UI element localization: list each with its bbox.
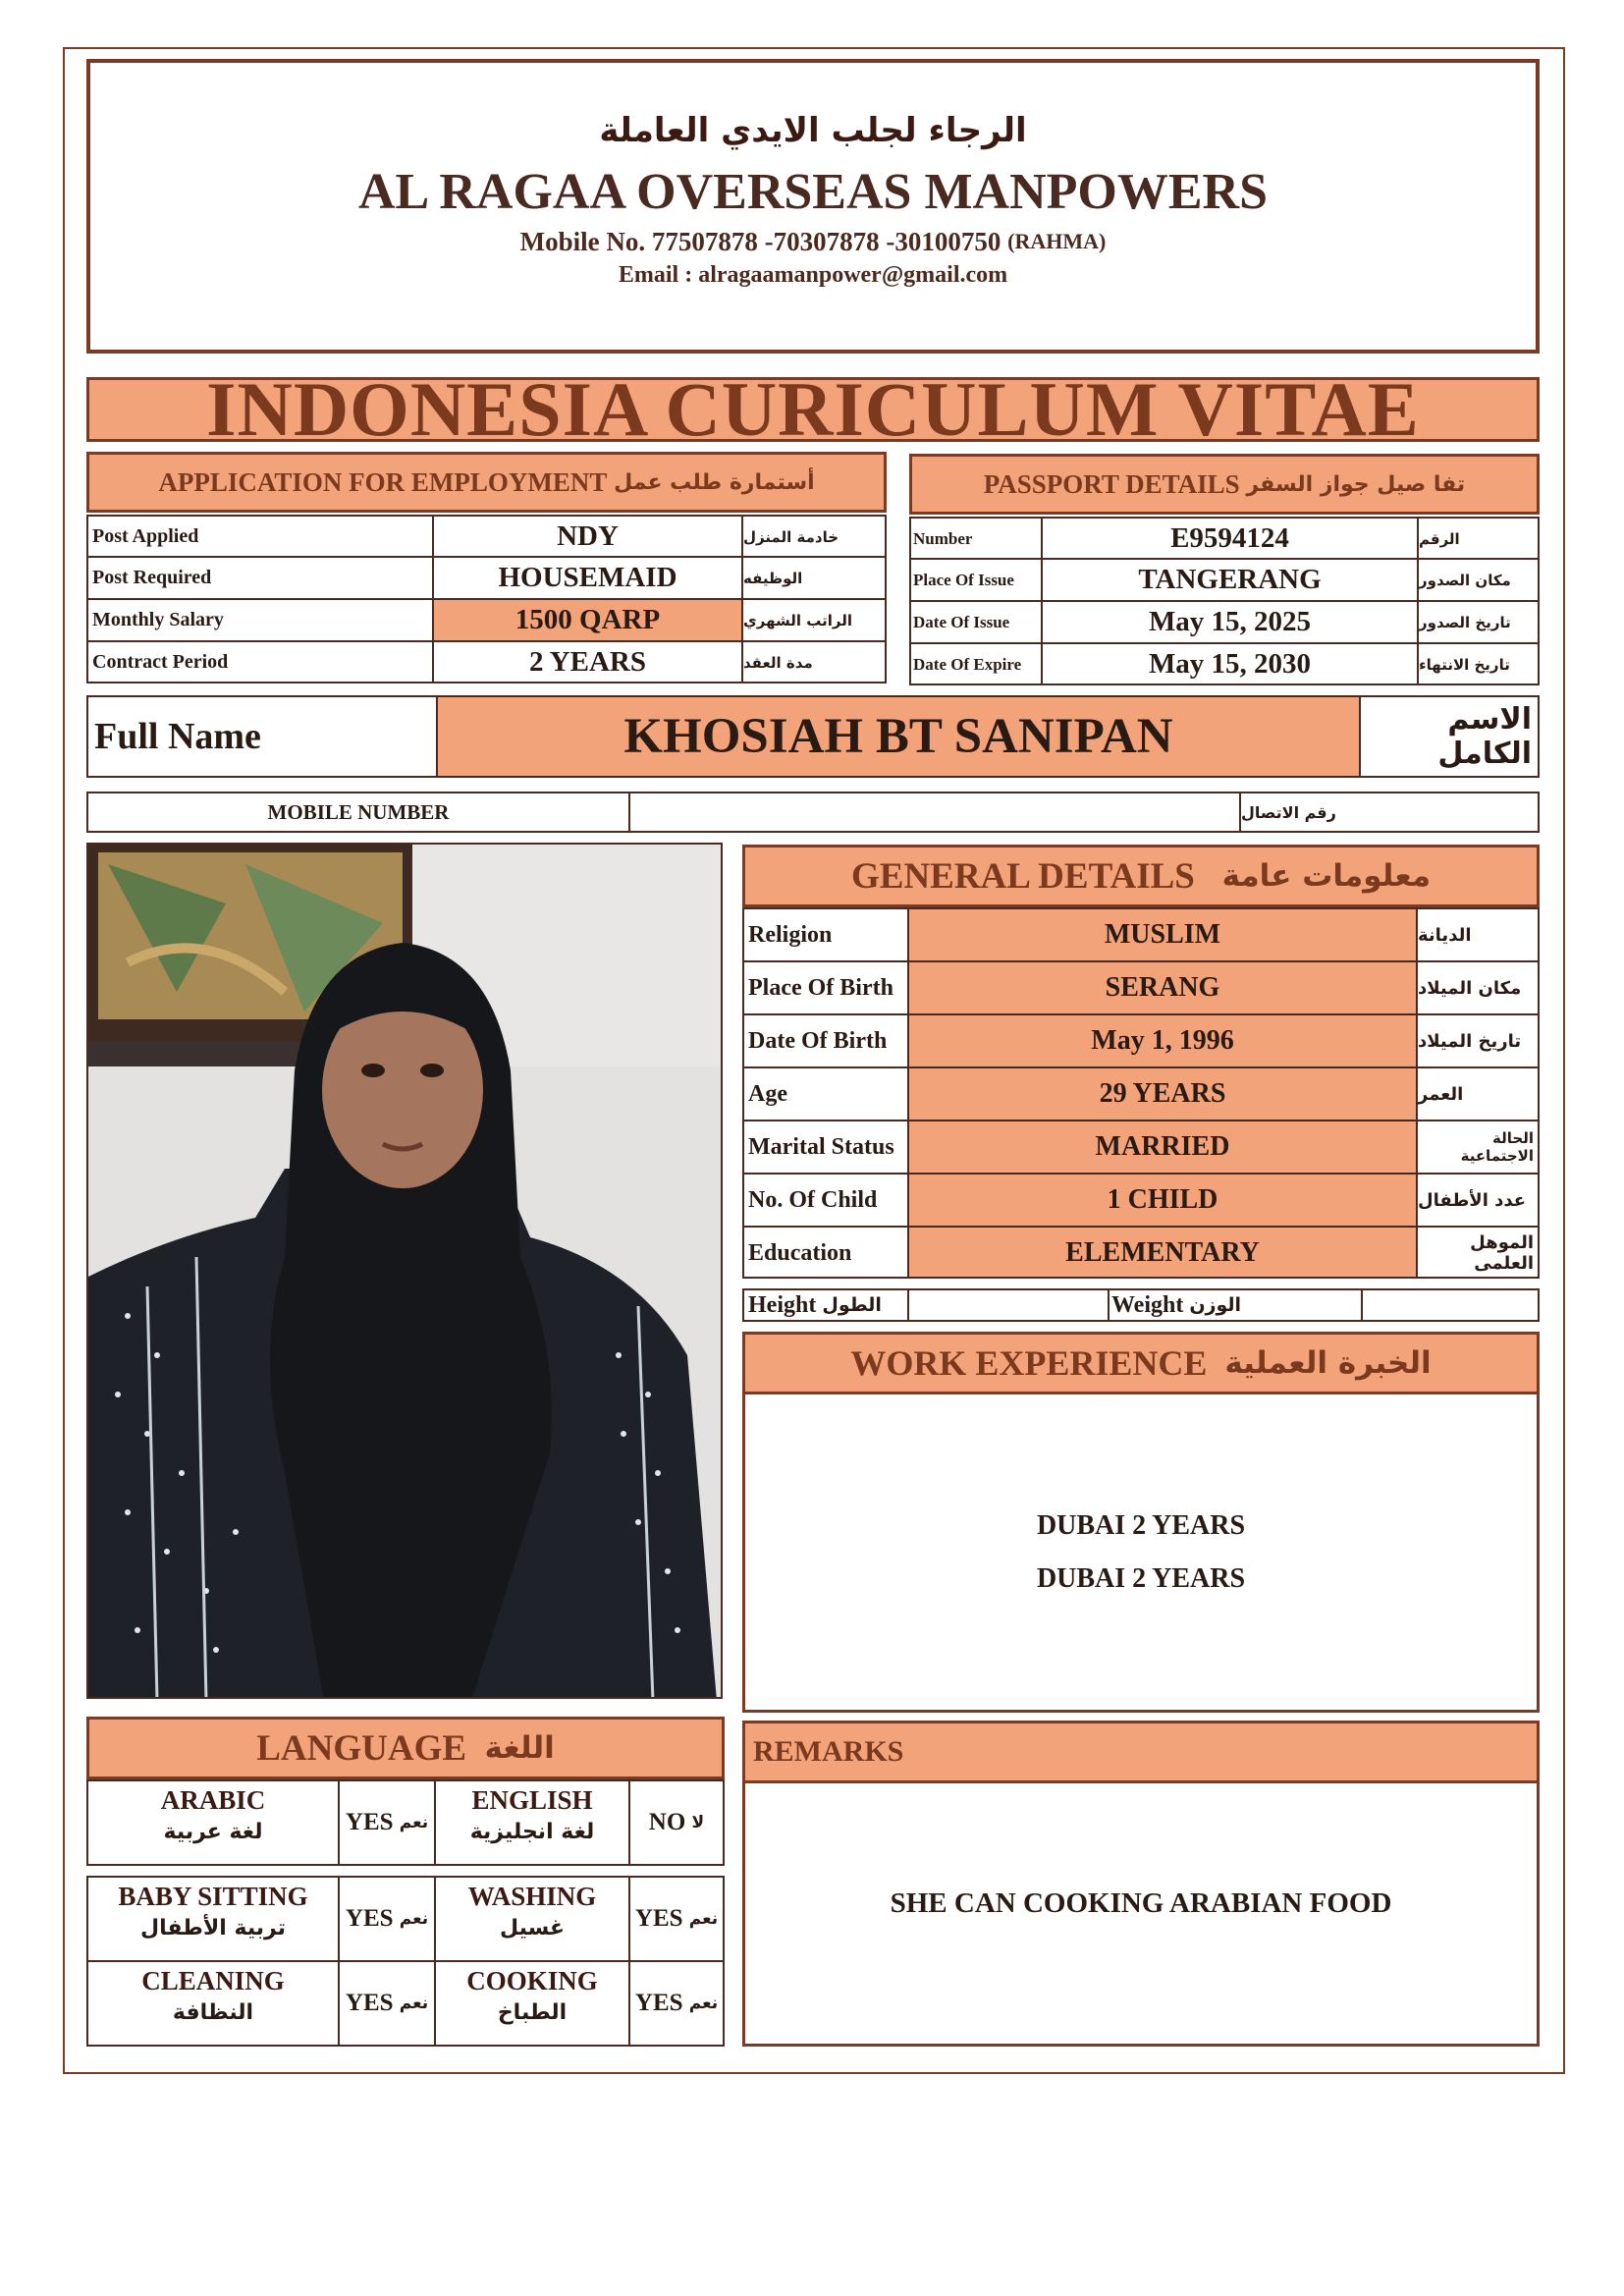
work-box xyxy=(742,1394,1540,1713)
washing-answer-ar: نعم xyxy=(688,1909,719,1929)
passport-label-place: Place Of Issue xyxy=(913,570,1014,589)
general-value-place-birth: SERANG xyxy=(1105,972,1220,1003)
general-value-children: 1 CHILD xyxy=(1107,1184,1218,1215)
work-item: DUBAI 2 YEARS xyxy=(1036,1510,1246,1541)
app-label-post-applied: Post Applied xyxy=(92,525,199,547)
full-name-value: KHOSIAH BT SANIPAN xyxy=(436,697,1361,776)
language-heading-en: LANGUAGE xyxy=(256,1727,467,1769)
english-answer-en: NO xyxy=(648,1809,686,1835)
passport-ar-place: مكان الصدور xyxy=(1419,571,1511,589)
cooking-answer-en: YES xyxy=(634,1990,683,2016)
general-label-children: No. Of Child xyxy=(748,1186,878,1213)
general-value-marital: MARRIED xyxy=(1095,1131,1230,1162)
application-heading-ar: أستمارة طلب عمل xyxy=(614,469,815,495)
general-value-dob: May 1, 1996 xyxy=(1091,1025,1234,1056)
general-ar-education: الموهل العلمى xyxy=(1470,1232,1534,1274)
cleaning-cell xyxy=(88,1962,338,2045)
general-label-marital: Marital Status xyxy=(748,1133,894,1160)
cleaning-answer xyxy=(340,1962,434,2045)
general-label-place-birth: Place Of Birth xyxy=(748,974,893,1001)
app-ar-monthly-salary: الراتب الشهري xyxy=(743,611,852,629)
full-name-label: Full Name xyxy=(94,716,261,757)
cooking-answer xyxy=(630,1962,723,2045)
baby-sitting-answer xyxy=(340,1878,434,1960)
app-label-contract-period: Contract Period xyxy=(92,651,229,673)
passport-label-issue: Date Of Issue xyxy=(913,612,1010,631)
general-ar-marital: الحالة الاجتماعية xyxy=(1460,1129,1534,1165)
company-arabic-name: الرجاء لجلب الايدي العاملة xyxy=(599,111,1027,150)
mobile-number-ar: رقم الاتصال xyxy=(1241,802,1336,822)
washing-answer-en: YES xyxy=(634,1905,683,1932)
english-label: ENGLISH xyxy=(471,1785,593,1815)
passport-value-number: E9594124 xyxy=(1170,522,1289,554)
baby-sitting-label-ar: تربية الأطفال xyxy=(139,1916,287,1941)
language-heading-ar: اللغة xyxy=(484,1730,555,1766)
arabic-label: ARABIC xyxy=(160,1785,266,1815)
passport-ar-issue: تاريخ الصدور xyxy=(1419,613,1511,631)
passport-value-issue: May 15, 2025 xyxy=(1148,606,1312,637)
weight-value xyxy=(1363,1289,1538,1321)
general-label-age: Age xyxy=(748,1080,787,1107)
general-ar-children: عدد الأطفال xyxy=(1418,1189,1527,1211)
full-name-ar: الاسم الكامل xyxy=(1437,702,1532,771)
language-heading xyxy=(86,1717,725,1779)
cleaning-label-ar: النظافة xyxy=(172,2000,254,2025)
cleaning-label: CLEANING xyxy=(141,1966,285,1995)
work-heading xyxy=(742,1332,1540,1394)
weight-label-en: Weight xyxy=(1111,1291,1184,1318)
weight-label-ar: الوزن xyxy=(1189,1294,1242,1316)
washing-answer xyxy=(630,1878,723,1960)
washing-cell xyxy=(436,1878,628,1960)
remarks-heading: REMARKS xyxy=(742,1721,1540,1783)
work-heading-ar: الخبرة العملية xyxy=(1224,1345,1432,1381)
weight-label xyxy=(1111,1289,1359,1321)
general-value-education: ELEMENTARY xyxy=(1065,1237,1260,1268)
passport-value-expire: May 15, 2030 xyxy=(1148,648,1312,680)
general-heading-en: GENERAL DETAILS xyxy=(850,855,1195,897)
general-value-age: 29 YEARS xyxy=(1099,1078,1226,1109)
passport-heading xyxy=(909,454,1540,515)
arabic-label-ar: لغة عربية xyxy=(163,1820,263,1844)
cooking-cell xyxy=(436,1962,628,2045)
cleaning-answer-en: YES xyxy=(345,1990,394,2016)
app-value-contract-period: 2 YEARS xyxy=(529,646,646,678)
app-value-monthly-salary: 1500 QARP xyxy=(434,600,741,640)
general-ar-dob: تاريخ الميلاد xyxy=(1418,1030,1522,1052)
english-answer-ar: لا xyxy=(691,1813,705,1832)
page-title: INDONESIA CURICULUM VITAE xyxy=(86,377,1540,442)
passport-ar-number: الرقم xyxy=(1419,529,1460,548)
height-label-en: Height xyxy=(748,1291,817,1318)
app-value-post-applied: NDY xyxy=(557,520,619,552)
application-heading xyxy=(86,452,887,513)
general-ar-place-birth: مكان الميلاد xyxy=(1418,977,1522,999)
general-ar-religion: الديانة xyxy=(1418,924,1472,946)
english-label-ar: لغة انجليزية xyxy=(469,1820,595,1844)
baby-sitting-label: BABY SITTING xyxy=(118,1882,308,1911)
arabic-answer xyxy=(340,1781,434,1864)
app-ar-contract-period: مدة العقد xyxy=(743,653,813,672)
baby-sitting-cell xyxy=(88,1878,338,1960)
mobile-number-value xyxy=(630,793,1239,831)
passport-label-expire: Date Of Expire xyxy=(913,654,1022,674)
work-item: DUBAI 2 YEARS xyxy=(1036,1563,1246,1594)
height-label-ar: الطول xyxy=(822,1294,882,1316)
work-heading-en: WORK EXPERIENCE xyxy=(850,1343,1208,1383)
washing-label-ar: غسيل xyxy=(499,1916,566,1941)
baby-sitting-answer-ar: نعم xyxy=(399,1909,429,1929)
cooking-label-ar: الطباخ xyxy=(497,2000,568,2025)
passport-label-number: Number xyxy=(913,528,973,548)
app-value-post-required: HOUSEMAID xyxy=(498,562,677,593)
mobile-numbers: Mobile No. 77507878 -70307878 -30100750 xyxy=(519,226,1001,256)
arabic-cell xyxy=(88,1781,338,1864)
application-heading-en: APPLICATION FOR EMPLOYMENT xyxy=(158,466,608,497)
baby-sitting-answer-en: YES xyxy=(345,1905,394,1932)
cooking-answer-ar: نعم xyxy=(688,1994,719,2013)
app-label-monthly-salary: Monthly Salary xyxy=(92,609,224,630)
applicant-photo xyxy=(86,843,723,1699)
remarks-text: SHE CAN COOKING ARABIAN FOOD xyxy=(890,1886,1392,1919)
passport-ar-expire: تاريخ الانتهاء xyxy=(1419,655,1510,674)
passport-heading-ar: تفا صيل جواز السفر xyxy=(1246,471,1466,497)
mobile-number-label: MOBILE NUMBER xyxy=(267,799,450,824)
arabic-answer-en: YES xyxy=(345,1809,394,1835)
app-ar-post-required: الوظيفه xyxy=(743,569,803,587)
app-ar-post-applied: خادمة المنزل xyxy=(743,527,839,546)
general-label-dob: Date Of Birth xyxy=(748,1027,888,1054)
height-label xyxy=(748,1289,905,1321)
app-label-post-required: Post Required xyxy=(92,567,212,588)
english-answer xyxy=(630,1781,723,1864)
passport-value-place: TANGERANG xyxy=(1138,564,1322,595)
cleaning-answer-ar: نعم xyxy=(399,1994,429,2013)
general-label-religion: Religion xyxy=(748,921,833,948)
passport-heading-en: PASSPORT DETAILS xyxy=(983,468,1240,499)
general-value-religion: MUSLIM xyxy=(1104,919,1221,950)
cooking-label: COOKING xyxy=(466,1966,598,1995)
general-heading xyxy=(742,845,1540,907)
general-label-education: Education xyxy=(748,1239,852,1266)
english-cell xyxy=(436,1781,628,1864)
mobile-suffix: (RAHMA) xyxy=(1007,229,1107,253)
company-name: AL RAGAA OVERSEAS MANPOWERS xyxy=(357,163,1269,220)
height-value xyxy=(909,1289,1106,1321)
arabic-answer-ar: نعم xyxy=(399,1813,429,1832)
washing-label: WASHING xyxy=(467,1882,597,1911)
company-email: Email : alragaamanpower@gmail.com xyxy=(618,261,1008,288)
general-heading-ar: معلومات عامة xyxy=(1221,858,1432,894)
general-ar-age: العمر xyxy=(1418,1083,1464,1105)
